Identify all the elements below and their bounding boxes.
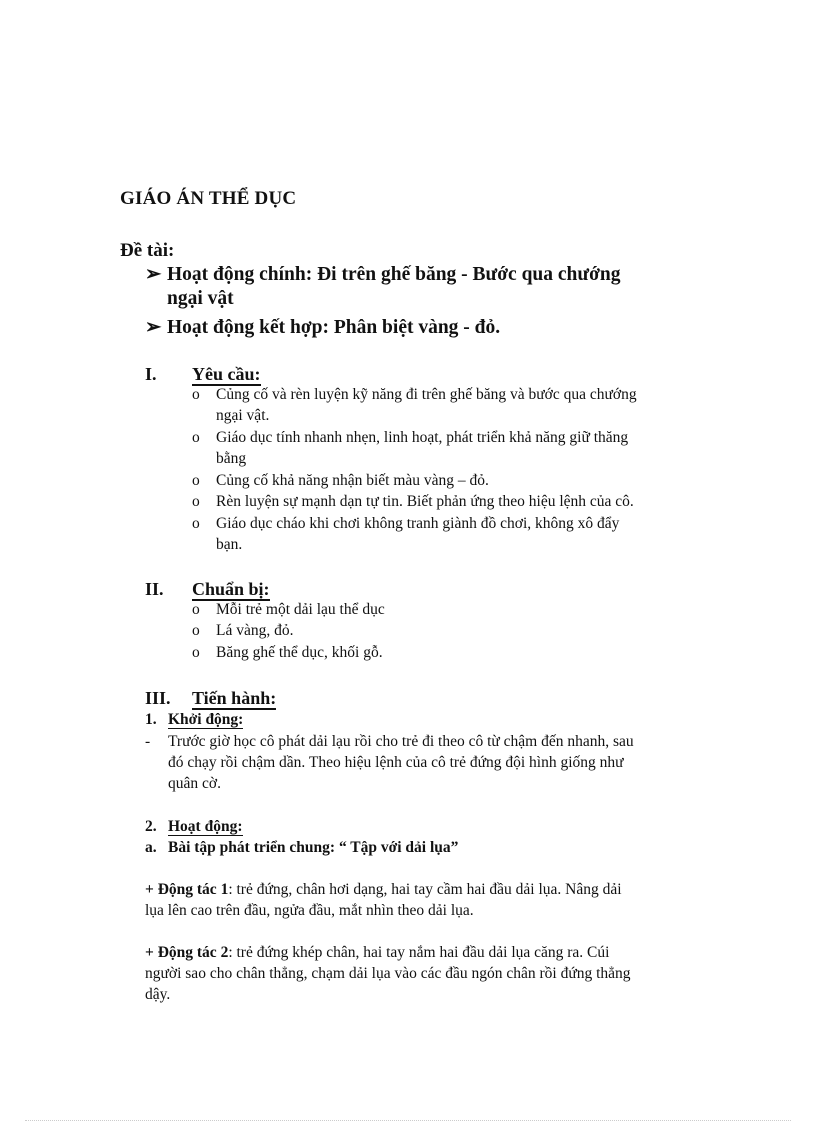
section2-title: Chuẩn bị: [192, 579, 270, 599]
move1-label: + Động tác 1 [145, 881, 229, 898]
list-item: Củng cố khả năng nhận biết màu vàng – đỏ. [216, 472, 489, 489]
section1-title: Yêu cầu: [192, 364, 261, 384]
main-activity-item [145, 262, 620, 286]
bullet-icon: o [192, 644, 200, 661]
bullet-icon: o [192, 429, 200, 446]
move2-text-cont: người sao cho chân thẳng, chạm dải lụa vào các đầu ngón chân rồi đứng thẳng [145, 965, 631, 982]
move2-text-cont: dậy. [145, 986, 171, 1003]
list-item: Băng ghế thể dục, khối gỗ. [216, 644, 383, 661]
main-activity-text-cont: ngại vật [167, 288, 234, 309]
move1-text: : trẻ đứng, chân hơi dạng, hai tay cầm hai đầu dải lụa. Nâng dải [228, 881, 622, 898]
list-item: Mỗi trẻ một dải lạu thể dục [216, 601, 385, 618]
list-item-cont: ngại vật. [216, 407, 270, 424]
step1-text-cont: đó chạy rồi chậm dần. Theo hiệu lệnh của cô trẻ đứng đội hình giống như [168, 754, 624, 771]
section2-number: II. [145, 579, 164, 599]
sub-letter: a. [145, 839, 157, 856]
exercise-title: Bài tập phát triển chung: “ Tập với dải lụa” [168, 839, 459, 856]
list-item: Giáo dục tính nhanh nhẹn, linh hoạt, phát triển khả năng giữ thăng [216, 429, 629, 446]
bullet-icon: o [192, 386, 200, 403]
bullet-icon: o [192, 515, 200, 532]
list-item: Củng cố và rèn luyện kỹ năng đi trên ghế băng và bước qua chướng [216, 386, 637, 403]
section1-number: I. [145, 364, 157, 384]
document-title: GIÁO ÁN THỂ DỤC [120, 188, 297, 209]
arrow-bullet-icon: ➢ [145, 317, 162, 338]
bullet-icon: o [192, 601, 200, 618]
list-item: Giáo dục cháo khi chơi không tranh giành đồ chơi, không xô đẩy [216, 515, 620, 532]
bullet-icon: o [192, 493, 200, 510]
list-item-cont: bằng [216, 450, 247, 467]
move2-paragraph [145, 944, 609, 962]
move1-text-cont: lụa lên cao trên đầu, ngửa đầu, mắt nhìn theo dải lụa. [145, 902, 474, 919]
section3-number: III. [145, 688, 171, 708]
main-activity-text: Hoạt động chính: Đi trên ghế băng - Bước qua chướng [167, 264, 621, 285]
section3-title: Tiến hành: [192, 688, 277, 708]
move1-paragraph [145, 881, 622, 899]
step1-text: Trước giờ học cô phát dải lạu rồi cho trẻ đi theo cô từ chậm đến nhanh, sau [168, 733, 634, 750]
step1-number: 1. [145, 711, 157, 728]
arrow-bullet-icon: ➢ [145, 264, 162, 285]
step1-text-cont: quân cờ. [168, 775, 221, 792]
combined-activity-item [145, 315, 500, 339]
step2-number: 2. [145, 818, 157, 835]
bullet-icon: o [192, 622, 200, 639]
page-bottom-rule [25, 1120, 791, 1121]
move2-label: + Động tác 2 [145, 944, 229, 961]
dash-bullet: - [145, 733, 151, 750]
bullet-icon: o [192, 472, 200, 489]
move2-text: : trẻ đứng khép chân, hai tay nắm hai đầu dải lụa căng ra. Cúi [228, 944, 610, 961]
list-item: Rèn luyện sự mạnh dạn tự tin. Biết phản ứng theo hiệu lệnh của cô. [216, 493, 634, 510]
topic-label: Đề tài: [120, 240, 175, 261]
combined-activity-text: Hoạt động kết hợp: Phân biệt vàng - đỏ. [167, 317, 501, 338]
list-item: Lá vàng, đỏ. [216, 622, 294, 639]
step1-title: Khởi động: [168, 711, 244, 728]
list-item-cont: bạn. [216, 536, 243, 553]
step2-title: Hoạt động: [168, 818, 243, 835]
